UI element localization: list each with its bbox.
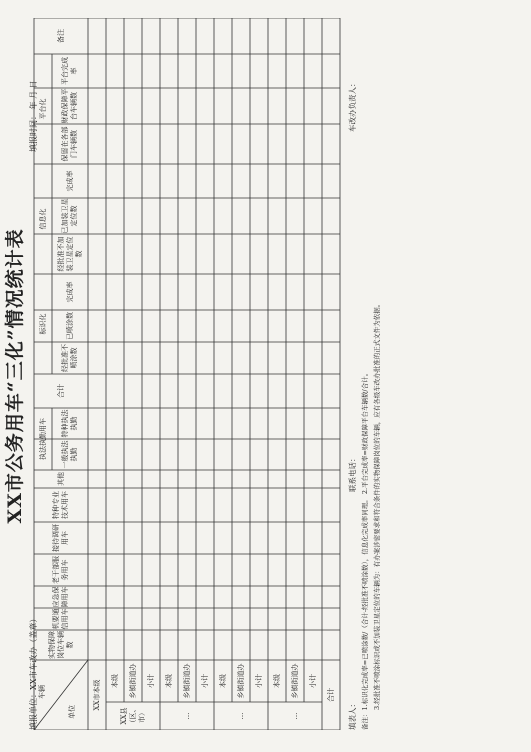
header-general-enforcement: 一般执法执勤 xyxy=(61,440,78,469)
row-town-office: 乡镇街道办 xyxy=(128,663,137,699)
header-gps-installed: 已加装卫星定位数 xyxy=(61,198,78,234)
note-line-2: 3.经批准不喷涂标识或不加装卫星定位的车辆为：有办案涉密要求和符合条件的实物保障岗位的车辆，应有各级车改办批准的正式文件为依据。 xyxy=(373,300,381,710)
header-info-group: 信息化 xyxy=(38,208,47,230)
header-remarks: 备注 xyxy=(56,29,65,43)
phone-label: 联系电话： xyxy=(348,454,357,492)
header-other: 其他 xyxy=(56,472,65,486)
row-subtotal: 小计 xyxy=(254,674,263,688)
header-special-enforcement: 特种执法执勤 xyxy=(61,409,78,438)
header-info-rate: 完成率 xyxy=(65,170,74,192)
fill-unit-label: 填报单位：XX市车改办（盖章） xyxy=(29,614,38,730)
header-marking-approved-exempt: 经批准不喷涂数 xyxy=(61,344,78,372)
header-special-tech: 特种专业技术用车 xyxy=(52,491,69,519)
row-town-office: 乡镇街道办 xyxy=(290,663,299,699)
row-town-office: 乡镇街道办 xyxy=(236,663,245,699)
header-confidential-comm: 机要通信用车 xyxy=(52,608,69,630)
filler-label: 填表人： xyxy=(348,700,357,730)
row-subtotal: 小计 xyxy=(308,674,317,688)
header-marking-done: 已喷涂数 xyxy=(65,312,74,340)
header-platform-rate: 平台完成率 xyxy=(61,57,78,85)
header-emergency: 应急保障用车 xyxy=(52,586,69,608)
header-gps-approved-exempt: 经批准不加装卫星定位数 xyxy=(56,236,83,272)
note-line-1: 备注：1.标识化完成率=已喷涂数/（合计-经批准不喷涂数），信息化完成率同理。 2.平台完成率=财政保障平台车辆数/合计。 xyxy=(361,369,369,730)
row-ellipsis: … xyxy=(182,712,191,720)
leader-label: 车改办负责人： xyxy=(348,79,357,132)
header-platform-group: 平台化 xyxy=(38,98,47,120)
row-subtotal: 小计 xyxy=(146,674,155,688)
header-veteran-cadre: 老干部服务用车 xyxy=(52,556,69,584)
row-local-level: 本级 xyxy=(110,674,119,688)
header-guarantee-vehicles: 实物保障岗位车辆数 xyxy=(47,631,74,659)
row-local-level: 本级 xyxy=(272,674,281,688)
header-platform-vehicles: 财政保障平台车辆数 xyxy=(61,88,78,124)
corner-bottom-label: 单位 xyxy=(67,705,76,719)
page-title: XX市公务用车“三化”情况统计表 xyxy=(4,228,26,524)
table-grid xyxy=(30,18,450,730)
corner-top-label: 车辆 xyxy=(37,685,46,699)
header-marking-group: 标识化 xyxy=(38,313,47,335)
row-county-name: XX县（区、市） xyxy=(119,705,146,727)
header-total: 合计 xyxy=(56,384,65,398)
row-local-level: 本级 xyxy=(164,674,173,688)
row-local-level: 本级 xyxy=(218,674,227,688)
row-city-level: XX市本级 xyxy=(92,679,101,711)
row-town-office: 乡镇街道办 xyxy=(182,663,191,699)
row-grand-total: 合计 xyxy=(326,688,335,702)
header-dept-retained: 保留在各部门车辆数 xyxy=(61,126,78,162)
header-reception: 接待调研用车 xyxy=(52,524,69,552)
row-subtotal: 小计 xyxy=(200,674,209,688)
header-marking-rate: 完成率 xyxy=(65,281,74,303)
header-enforcement-group: 执法执勤用车 xyxy=(38,418,47,460)
row-ellipsis: … xyxy=(236,712,245,720)
fill-time-label: 填报时间： 年 月 日 xyxy=(29,80,38,152)
row-ellipsis: … xyxy=(290,712,299,720)
